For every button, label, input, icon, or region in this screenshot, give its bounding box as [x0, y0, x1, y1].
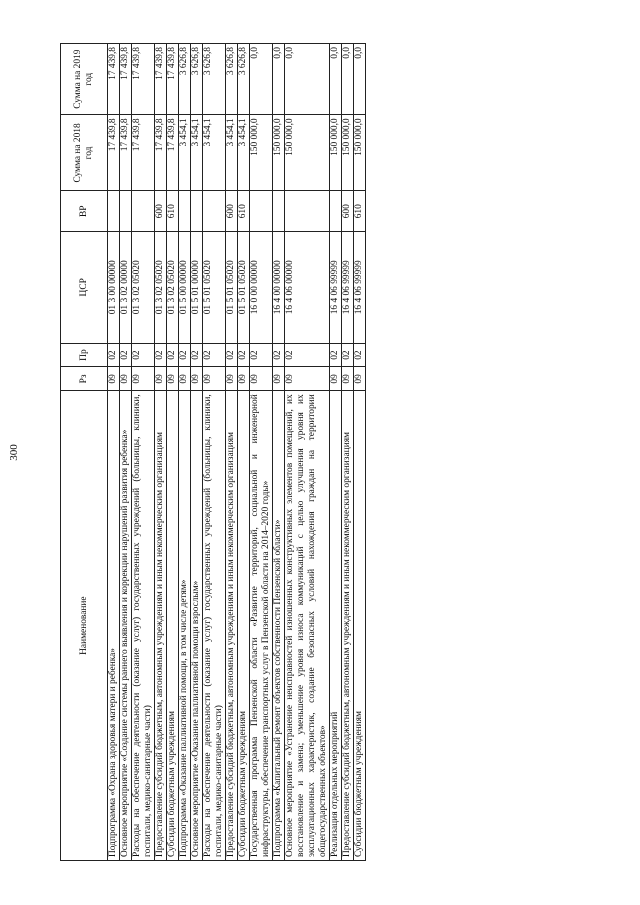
row-csr: 01 5 01 00000: [191, 231, 203, 343]
row-rz: 09: [330, 367, 342, 391]
row-pr: 02: [132, 343, 155, 367]
row-rz: 09: [203, 367, 226, 391]
row-name: Подпрограмма «Капитальный ремонт объектов собственности Пензенской области»: [273, 391, 285, 861]
row-pr: 02: [342, 343, 354, 367]
row-sum-2018: 150 000,0: [273, 115, 285, 191]
row-pr: 02: [108, 343, 120, 367]
table-row: [132, 44, 155, 861]
row-vr: [285, 191, 330, 231]
row-name: Подпрограмма «Оказание паллиативной помощи, в том числе детям»: [179, 391, 191, 861]
row-rz: 09: [155, 367, 167, 391]
row-pr: 02: [167, 343, 179, 367]
table-row: [342, 44, 354, 861]
table-row: [354, 44, 366, 861]
header-rz: Рз: [61, 367, 108, 391]
row-vr: 600: [155, 191, 167, 231]
row-name: Подпрограмма «Охрана здоровья матери и ребенка»: [108, 391, 120, 861]
row-rz: 09: [250, 367, 273, 391]
table-row: [203, 44, 226, 861]
table-row: [226, 44, 238, 861]
row-pr: 02: [285, 343, 330, 367]
row-sum-2019: 0,0: [354, 44, 366, 115]
row-rz: 09: [132, 367, 155, 391]
row-vr: [132, 191, 155, 231]
table-row: [155, 44, 167, 861]
row-pr: 02: [330, 343, 342, 367]
row-pr: 02: [354, 343, 366, 367]
table-row: [238, 44, 250, 861]
row-rz: 09: [342, 367, 354, 391]
row-sum-2018: 17 439,8: [155, 115, 167, 191]
row-name: Государственная программа Пензенской области «Развитие территорий, социальной и инженерной инфраструктуры, обеспечение транспортных услуг в Пензенской области на 2014–2020 годы»: [250, 391, 273, 861]
table-row: [285, 44, 330, 861]
table-row: [120, 44, 132, 861]
row-sum-2019: 17 439,8: [132, 44, 155, 115]
row-sum-2018: 3 454,1: [238, 115, 250, 191]
row-csr: 16 0 00 00000: [250, 231, 273, 343]
row-rz: 09: [354, 367, 366, 391]
row-name: Субсидии бюджетным учреждениям: [354, 391, 366, 861]
row-rz: 09: [108, 367, 120, 391]
row-rz: 09: [226, 367, 238, 391]
row-csr: 16 4 00 00000: [273, 231, 285, 343]
row-sum-2019: 3 626,8: [238, 44, 250, 115]
row-csr: 01 5 00 00000: [179, 231, 191, 343]
row-name: Предоставление субсидий бюджетным, автономным учреждениям и иным некоммерческим организациям: [342, 391, 354, 861]
row-sum-2019: 0,0: [342, 44, 354, 115]
table-row: [330, 44, 342, 861]
row-name: Расходы на обеспечение деятельности (оказание услуг) государственных учреждений (больницы, клиники, госпитали, медико-санитарные части): [203, 391, 226, 861]
row-name: Основное мероприятие «Оказание паллиативной помощи взрослым»: [191, 391, 203, 861]
row-vr: 600: [342, 191, 354, 231]
row-vr: 610: [354, 191, 366, 231]
row-rz: 09: [238, 367, 250, 391]
header-pr: Пр: [61, 343, 108, 367]
row-pr: 02: [191, 343, 203, 367]
table-row: [191, 44, 203, 861]
page-number: 300: [8, 444, 20, 461]
row-csr: 01 3 02 00000: [120, 231, 132, 343]
row-sum-2018: 150 000,0: [250, 115, 273, 191]
table-body: [108, 44, 366, 861]
row-sum-2019: 0,0: [285, 44, 330, 115]
header-vr: ВР: [61, 191, 108, 231]
row-vr: [203, 191, 226, 231]
row-csr: 01 5 01 05020: [203, 231, 226, 343]
row-sum-2019: 3 626,8: [203, 44, 226, 115]
row-sum-2018: 17 439,8: [108, 115, 120, 191]
row-vr: 600: [226, 191, 238, 231]
row-pr: 02: [120, 343, 132, 367]
row-pr: 02: [226, 343, 238, 367]
row-sum-2019: 0,0: [250, 44, 273, 115]
row-pr: 02: [203, 343, 226, 367]
header-sum-2018: Сумма на 2018 год: [61, 115, 108, 191]
row-vr: [120, 191, 132, 231]
row-rz: 09: [179, 367, 191, 391]
budget-table: [60, 43, 366, 861]
row-name: Субсидии бюджетным учреждениям: [238, 391, 250, 861]
row-sum-2018: 3 454,1: [179, 115, 191, 191]
row-vr: [108, 191, 120, 231]
row-rz: 09: [285, 367, 330, 391]
row-sum-2019: 0,0: [330, 44, 342, 115]
row-vr: [330, 191, 342, 231]
row-vr: [191, 191, 203, 231]
row-rz: 09: [120, 367, 132, 391]
row-csr: 16 4 06 99999: [330, 231, 342, 343]
row-sum-2018: 17 439,8: [120, 115, 132, 191]
row-vr: 610: [238, 191, 250, 231]
row-sum-2019: 17 439,8: [155, 44, 167, 115]
row-name: Реализация отдельных мероприятий: [330, 391, 342, 861]
row-vr: [250, 191, 273, 231]
row-name: Предоставление субсидий бюджетным, автономным учреждениям и иным некоммерческим организациям: [226, 391, 238, 861]
table-row: [108, 44, 120, 861]
row-csr: 01 5 01 05020: [226, 231, 238, 343]
row-sum-2018: 17 439,8: [132, 115, 155, 191]
row-sum-2018: 3 454,1: [226, 115, 238, 191]
row-sum-2018: 17 439,8: [167, 115, 179, 191]
row-csr: 16 4 06 99999: [342, 231, 354, 343]
row-pr: 02: [250, 343, 273, 367]
table-row: [179, 44, 191, 861]
row-name: Субсидии бюджетным учреждениям: [167, 391, 179, 861]
header-csr: ЦСР: [61, 231, 108, 343]
row-sum-2019: 17 439,8: [167, 44, 179, 115]
table-row: [273, 44, 285, 861]
row-pr: 02: [179, 343, 191, 367]
row-name: Предоставление субсидий бюджетным, автономным учреждениям и иным некоммерческим организациям: [155, 391, 167, 861]
row-pr: 02: [155, 343, 167, 367]
row-rz: 09: [167, 367, 179, 391]
row-sum-2019: 17 439,8: [120, 44, 132, 115]
row-name: Основное мероприятие «Устранение неисправностей изношенных конструктивных элементов помещений, их восстановление и замена; уменьшение уровня износа коммуникаций с целью улучшения уровня их эксплуатационных характеристик, создание безопасных условий нахождения граждан на территории общегосударственных объектов»: [285, 391, 330, 861]
row-sum-2018: 3 454,1: [191, 115, 203, 191]
row-pr: 02: [238, 343, 250, 367]
row-vr: [179, 191, 191, 231]
row-csr: 16 4 06 99999: [354, 231, 366, 343]
header-name: Наименование: [61, 391, 108, 861]
row-csr: 16 4 06 00000: [285, 231, 330, 343]
row-vr: [273, 191, 285, 231]
row-sum-2018: 3 454,1: [203, 115, 226, 191]
row-sum-2018: 150 000,0: [354, 115, 366, 191]
row-sum-2019: 3 626,8: [191, 44, 203, 115]
row-sum-2019: 0,0: [273, 44, 285, 115]
row-sum-2019: 17 439,8: [108, 44, 120, 115]
table-row: [167, 44, 179, 861]
row-sum-2018: 150 000,0: [342, 115, 354, 191]
row-sum-2018: 150 000,0: [330, 115, 342, 191]
table-row: [250, 44, 273, 861]
row-csr: 01 3 02 05020: [167, 231, 179, 343]
row-sum-2018: 150 000,0: [285, 115, 330, 191]
row-csr: 01 5 01 05020: [238, 231, 250, 343]
row-pr: 02: [273, 343, 285, 367]
row-csr: 01 3 02 05020: [155, 231, 167, 343]
header-row: [61, 44, 108, 861]
row-rz: 09: [273, 367, 285, 391]
row-name: Основное мероприятие «Создание системы раннего выявления и коррекции нарушений развития ребенка»: [120, 391, 132, 861]
row-rz: 09: [191, 367, 203, 391]
row-sum-2019: 3 626,8: [179, 44, 191, 115]
header-sum-2019: Сумма на 2019 год: [61, 44, 108, 115]
row-csr: 01 3 00 00000: [108, 231, 120, 343]
table-header: [61, 44, 108, 861]
row-sum-2019: 3 626,8: [226, 44, 238, 115]
row-name: Расходы на обеспечение деятельности (оказание услуг) государственных учреждений (больницы, клиники, госпитали, медико-санитарные части): [132, 391, 155, 861]
row-vr: 610: [167, 191, 179, 231]
row-csr: 01 3 02 05020: [132, 231, 155, 343]
